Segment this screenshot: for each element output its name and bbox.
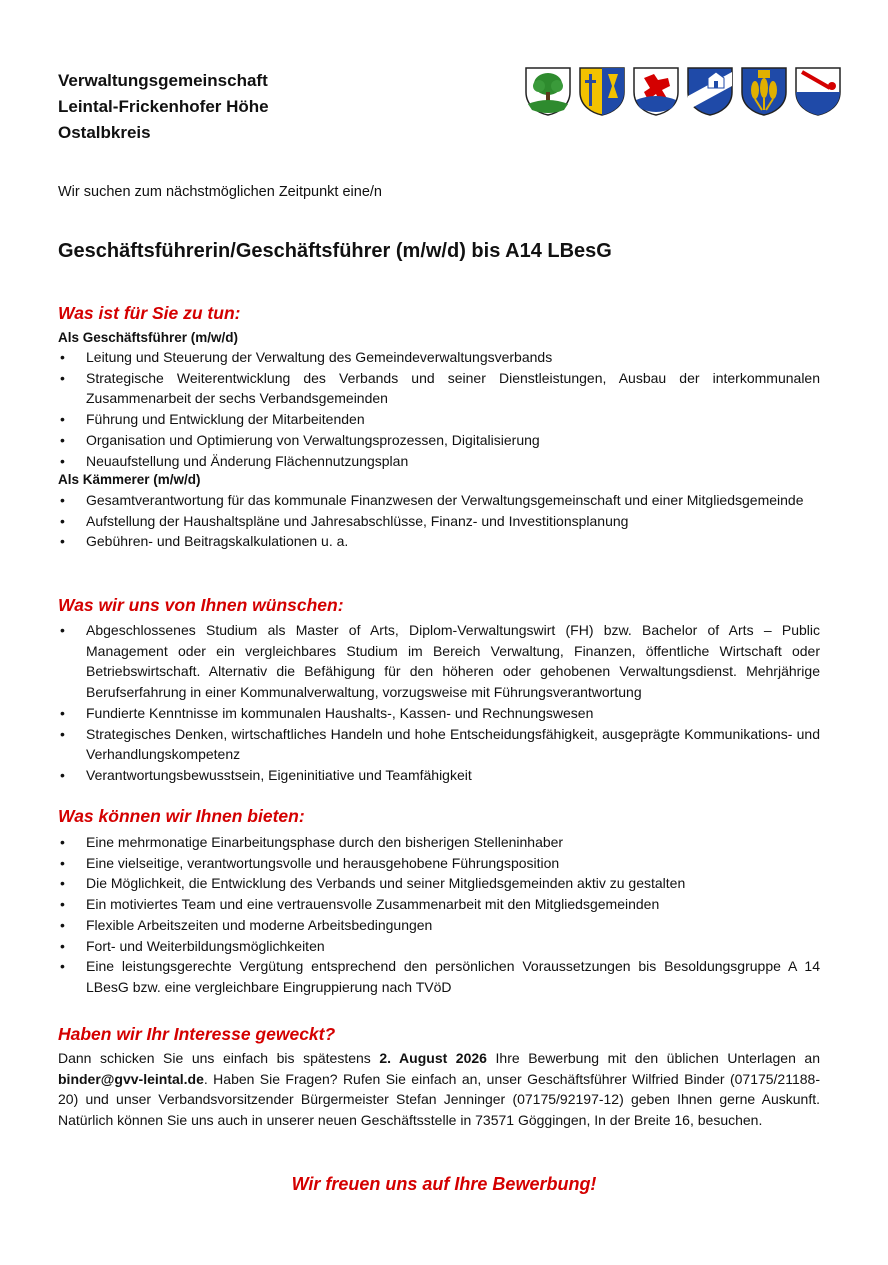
list-item: • Organisation und Optimierung von Verwaltungsprozessen, Digitalisierung [58, 430, 820, 451]
list-item: • Aufstellung der Haushaltspläne und Jahresabschlüsse, Finanz- und Investitionsplanung [58, 511, 820, 532]
list-item: • Die Möglichkeit, die Entwicklung des Verbands und seiner Mitgliedsgemeinden aktiv zu gestalten [58, 873, 820, 894]
list-item: • Strategisches Denken, wirtschaftliches Handeln und hohe Entscheidungsfähigkeit, ausgeprägte Kommunikations- und Verhandlungskompetenz [58, 724, 820, 765]
municipal-crests [524, 66, 842, 116]
list-item: • Ein motiviertes Team und eine vertrauensvolle Zusammenarbeit mit den Mitgliedsgemeinden [58, 894, 820, 915]
benefits-list [58, 832, 820, 998]
list-item: • Führung und Entwicklung der Mitarbeitenden [58, 409, 820, 430]
contact-paragraph [58, 1048, 820, 1131]
list-item: • Fort- und Weiterbildungsmöglichkeiten [58, 936, 820, 957]
contact-text: . Haben Sie Fragen? Rufen Sie einfach an, unser Geschäftsführer Wilfried Binder (07175/21188-20) und unser Verbandsvorsitzender Bürgermeister Stefan Jenninger (07175/92197-12) geben Ihnen gerne Auskunft. Natürlich können Sie uns auch in unserer neuen Geschäftsstelle in 73571 Göggingen, In der Breite 16, besuchen. [58, 1070, 820, 1129]
building-crest-icon [686, 66, 734, 116]
list-item: • Strategische Weiterentwicklung des Verbands und seiner Dienstleistungen, Ausbau der interkommunalen Zusammenarbeit der sechs Verbandsgemeinden [58, 368, 820, 409]
subhead-treasurer: Als Kämmerer (m/w/d) [58, 472, 201, 487]
sword-crest-icon [578, 66, 626, 116]
list-item: • Flexible Arbeitszeiten und moderne Arbeitsbedingungen [58, 915, 820, 936]
section-title-offers: Was können wir Ihnen bieten: [58, 806, 305, 826]
org-line: Verwaltungsgemeinschaft [58, 71, 268, 90]
job-title: Geschäftsführerin/Geschäftsführer (m/w/d) bis A14 LBesG [58, 240, 612, 262]
section-title-interest: Haben wir Ihr Interesse geweckt? [58, 1024, 336, 1044]
contact-text: Dann schicken Sie uns einfach bis spätestens [58, 1050, 380, 1066]
list-item: • Abgeschlossenes Studium als Master of Arts, Diplom-Verwaltungswirt (FH) bzw. Bachelor of Arts – Public Management oder ein vergleichbares Studium im Bereich Verwaltung, Finanzen, öffentliche Wirtschaft oder Betriebswirtschaft. Alternativ die Befähigung für den höheren oder gehobenen Verwaltungsdienst. Mehrjährige Berufserfahrung in einer Kommunalverwaltung, vorzugsweise mit Führungsverantwortung [58, 620, 820, 703]
diagonal-crest-icon [794, 66, 842, 116]
email-address[interactable]: binder@gvv-leintal.de [58, 1070, 204, 1087]
list-item: • Gebühren- und Beitragskalkulationen u. a. [58, 531, 820, 552]
list-item: • Eine leistungsgerechte Vergütung entsprechend den persönlichen Voraussetzungen bis Besoldungsgruppe A 14 LBesG bzw. eine vergleichbare Eingruppierung nach TVöD [58, 956, 820, 997]
section-title-wishes: Was wir uns von Ihnen wünschen: [58, 595, 344, 615]
list-item: • Neuaufstellung und Änderung Flächennutzungsplan [58, 451, 820, 472]
list-item: • Leitung und Steuerung der Verwaltung des Gemeindeverwaltungsverbands [58, 347, 820, 368]
application-deadline: 2. August 2026 [379, 1050, 487, 1066]
closing-line: Wir freuen uns auf Ihre Bewerbung! [291, 1174, 597, 1194]
intro-text: Wir suchen zum nächstmöglichen Zeitpunkt eine/n [58, 184, 382, 200]
requirements-list [58, 620, 820, 786]
organization-name [58, 68, 269, 146]
task-list-director [58, 347, 820, 471]
wheat-crest-icon [740, 66, 788, 116]
contact-text: Ihre Bewerbung mit den üblichen Unterlagen an [486, 1050, 820, 1066]
section-title-tasks: Was ist für Sie zu tun: [58, 303, 241, 323]
list-item: • Eine mehrmonatige Einarbeitungsphase durch den bisherigen Stelleninhaber [58, 832, 820, 853]
org-line: Leintal-Frickenhofer Höhe [58, 97, 269, 116]
list-item: • Fundierte Kenntnisse im kommunalen Haushalts-, Kassen- und Rechnungswesen [58, 703, 820, 724]
list-item: • Verantwortungsbewusstsein, Eigeninitiative und Teamfähigkeit [58, 765, 820, 786]
list-item: • Gesamtverantwortung für das kommunale Finanzwesen der Verwaltungsgemeinschaft und einer Mitgliedsgemeinde [58, 490, 820, 511]
list-item: • Eine vielseitige, verantwortungsvolle und herausgehobene Führungsposition [58, 853, 820, 874]
tree-crest-icon [524, 66, 572, 116]
org-line: Ostalbkreis [58, 123, 151, 142]
subhead-managing-director: Als Geschäftsführer (m/w/d) [58, 330, 239, 345]
lion-crest-icon [632, 66, 680, 116]
task-list-treasurer [58, 490, 820, 552]
